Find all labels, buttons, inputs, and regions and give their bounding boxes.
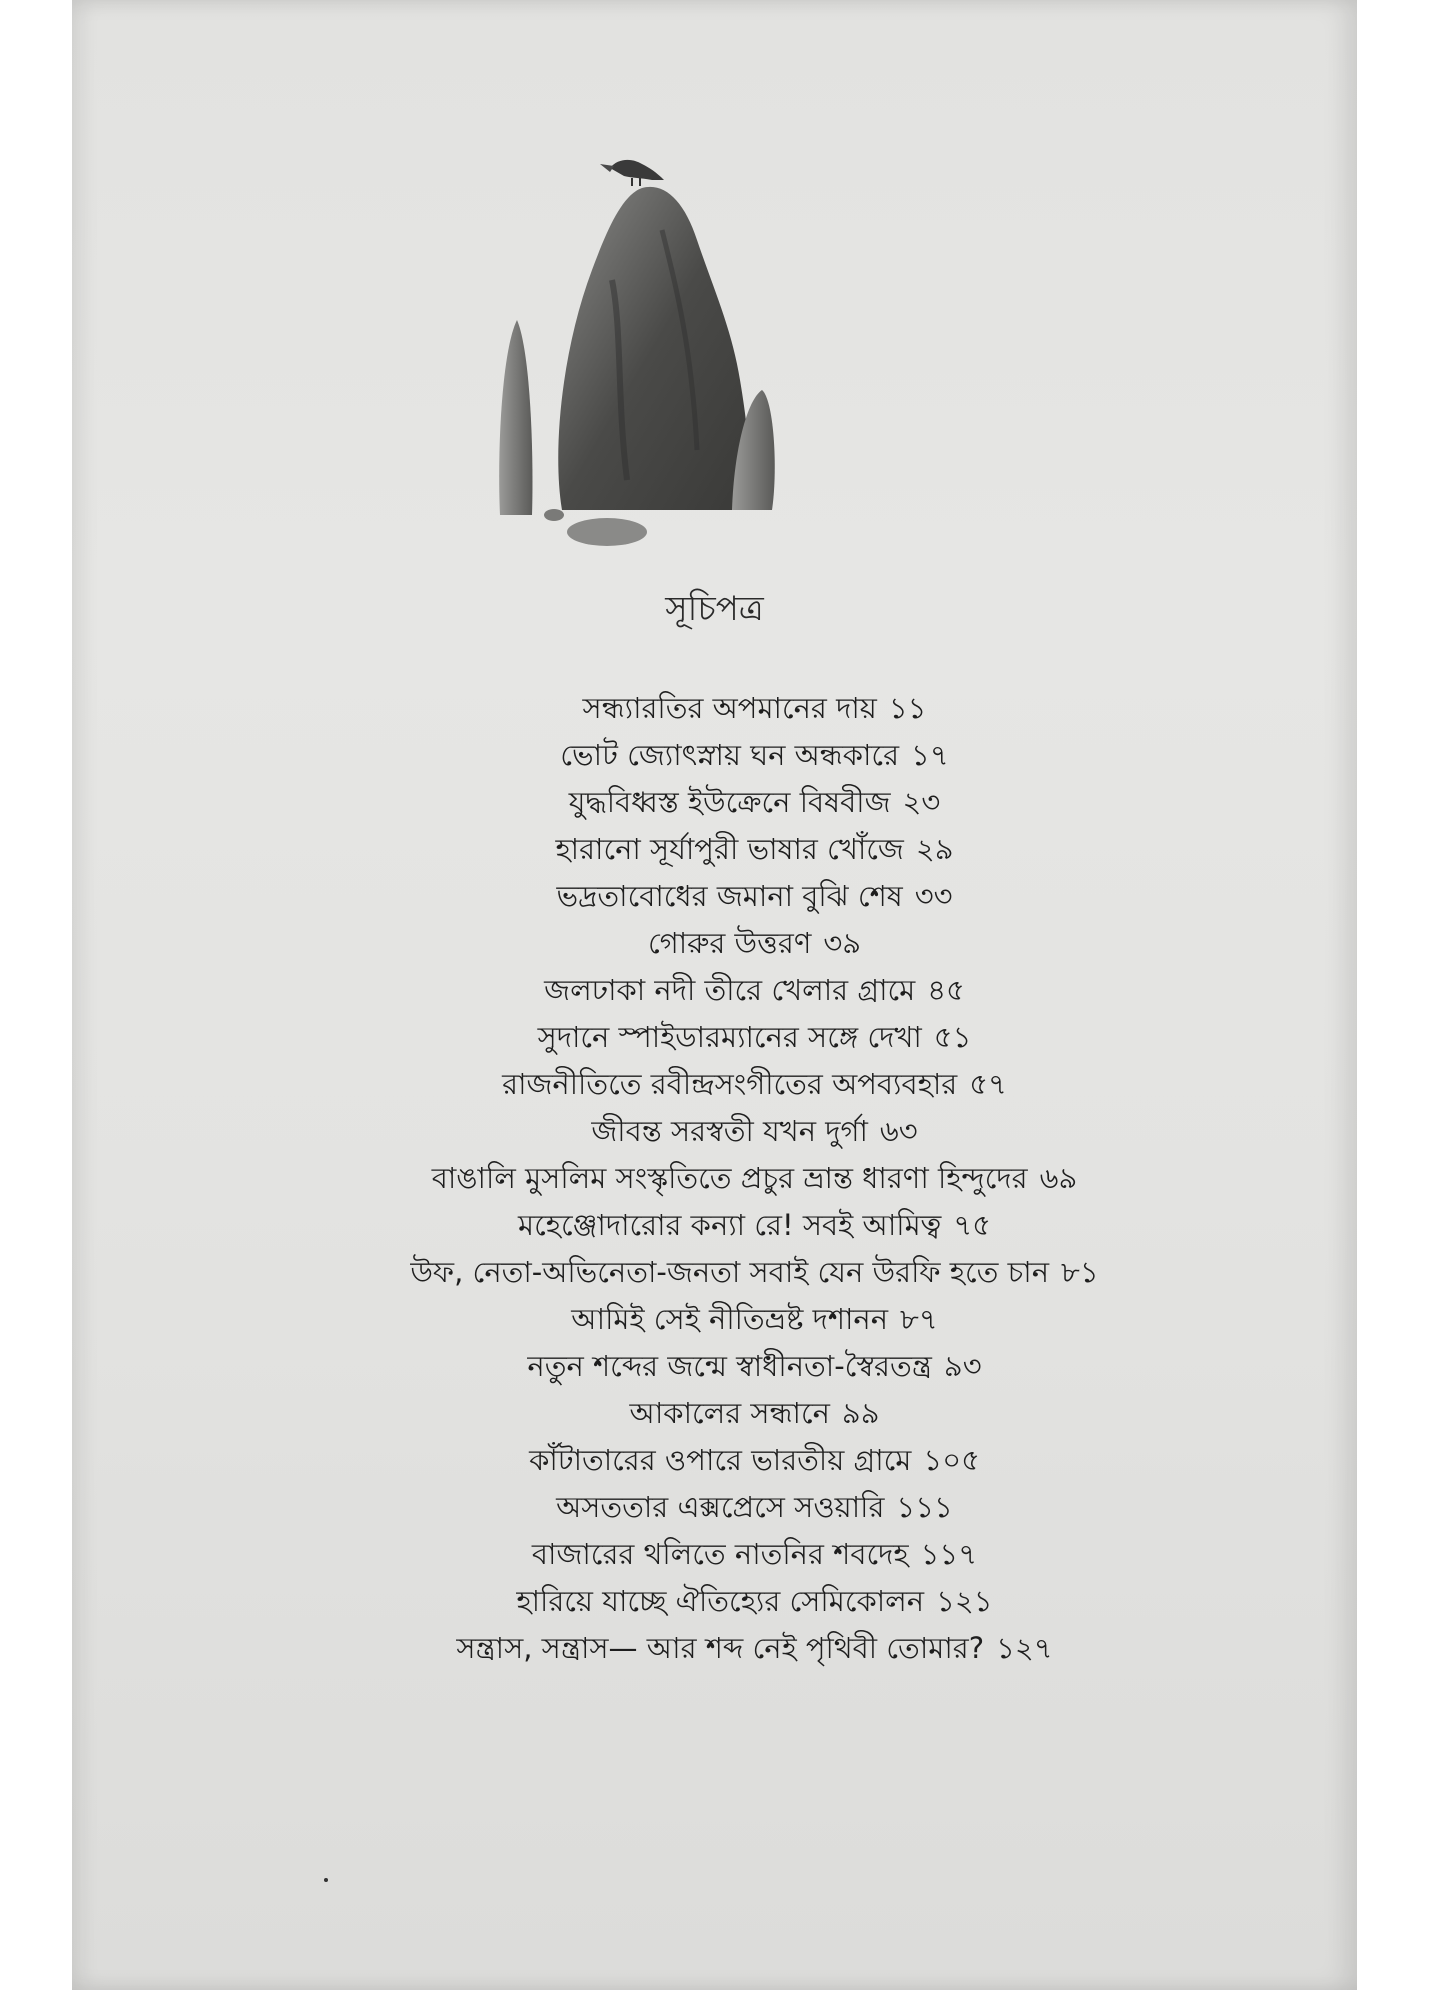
toc-entry (152, 967, 1357, 1014)
toc-entry-page-number: ১২১ (936, 1584, 993, 1618)
toc-entry-title: ভোট জ্যোৎস্নায় ঘন অন্ধকারে (560, 738, 900, 772)
bird-icon (600, 160, 664, 186)
toc-entry (152, 873, 1357, 920)
toc-entry (152, 1625, 1357, 1672)
toc-entry (152, 1437, 1357, 1484)
toc-entry (152, 685, 1357, 732)
toc-entry (152, 1202, 1357, 1249)
toc-entry-title: জীবন্ত সরস্বতী যখন দুর্গা (591, 1114, 868, 1148)
toc-entry-title: আকালের সন্ধানে (629, 1396, 830, 1430)
toc-entry-page-number: ২৯ (915, 832, 954, 866)
toc-entry (152, 1531, 1357, 1578)
toc-entry-page-number: ৫৭ (969, 1067, 1007, 1101)
toc-entry-page-number: ২৩ (902, 785, 941, 819)
toc-entry-page-number: ৮১ (1061, 1255, 1099, 1289)
toc-entry (152, 1155, 1357, 1202)
page-speck (324, 1878, 328, 1882)
book-page (72, 0, 1357, 1990)
toc-entry-title: মহেঞ্জোদারোর কন্যা রে! সবই আমিত্ব (518, 1208, 942, 1242)
toc-entry-title: সুদানে স্পাইডারম্যানের সঙ্গে দেখা (537, 1020, 922, 1054)
toc-entry-page-number: ১১৭ (920, 1537, 978, 1571)
toc-entry-title: হারানো সূর্যাপুরী ভাষার খোঁজে (555, 832, 904, 866)
toc-entry (152, 1578, 1357, 1625)
table-of-contents (152, 685, 1357, 1672)
toc-heading: সূচিপত্র (665, 589, 764, 629)
toc-entry-page-number: ৩৯ (823, 926, 862, 960)
toc-entry-page-number: ১৭ (911, 738, 949, 772)
toc-entry-page-number: ৬৩ (879, 1114, 918, 1148)
toc-entry-page-number: ৯৩ (943, 1349, 982, 1383)
toc-entry-title: নতুন শব্দের জন্মে স্বাধীনতা-স্বৈরতন্ত্র (527, 1349, 932, 1383)
toc-entry (152, 1249, 1357, 1296)
toc-entry-title: বাজারের থলিতে নাতনির শবদেহ (531, 1537, 909, 1571)
toc-entry-page-number: ১১১ (896, 1490, 953, 1524)
toc-entry (152, 732, 1357, 779)
toc-entry (152, 1390, 1357, 1437)
toc-entry (152, 1484, 1357, 1531)
rock-with-bird-illustration (492, 150, 792, 550)
toc-entry-page-number: ১২৭ (996, 1631, 1053, 1665)
toc-entry-title: যুদ্ধবিধ্বস্ত ইউক্রেনে বিষবীজ (568, 785, 891, 819)
toc-entry-page-number: ৪৫ (927, 973, 965, 1007)
toc-entry-title: উফ, নেতা-অভিনেতা-জনতা সবাই যেন উরফি হতে চান (410, 1255, 1050, 1289)
toc-entry-title: সন্ধ্যারতির অপমানের দায় (582, 691, 877, 725)
toc-entry (152, 920, 1357, 967)
toc-entry-page-number: ৬৯ (1039, 1161, 1078, 1195)
toc-entry-title: অসততার এক্সপ্রেসে সওয়ারি (556, 1490, 885, 1524)
toc-entry (152, 1014, 1357, 1061)
toc-entry (152, 826, 1357, 873)
toc-entry-title: জলঢাকা নদী তীরে খেলার গ্রামে (544, 973, 916, 1007)
toc-entry-title: হারিয়ে যাচ্ছে ঐতিহ্যের সেমিকোলন (516, 1584, 925, 1618)
toc-entry-title: আমিই সেই নীতিভ্রষ্ট দশানন (571, 1302, 889, 1336)
toc-entry-page-number: ৩৩ (914, 879, 953, 913)
toc-entry (152, 1343, 1357, 1390)
toc-entry (152, 1061, 1357, 1108)
toc-entry-title: সন্ত্রাস, সন্ত্রাস— আর শব্দ নেই পৃথিবী তোমার? (456, 1631, 985, 1665)
toc-entry-title: বাঙালি মুসলিম সংস্কৃতিতে প্রচুর ভ্রান্ত ধারণা হিন্দুদের (431, 1161, 1028, 1195)
toc-entry-title: ভদ্রতাবোধের জমানা বুঝি শেষ (556, 879, 903, 913)
toc-entry-title: কাঁটাতারের ওপারে ভারতীয় গ্রামে (529, 1443, 912, 1477)
toc-entry-title: গোরুর উত্তরণ (647, 926, 812, 960)
toc-entry-page-number: ৯৯ (841, 1396, 880, 1430)
toc-entry (152, 1108, 1357, 1155)
toc-entry (152, 1296, 1357, 1343)
toc-entry-page-number: ৫১ (933, 1020, 972, 1054)
toc-entry-page-number: ৮৭ (900, 1302, 938, 1336)
toc-entry-page-number: ৭৫ (953, 1208, 991, 1242)
toc-entry-page-number: ১০৫ (923, 1443, 980, 1477)
toc-entry-title: রাজনীতিতে রবীন্দ্রসংগীতের অপব্যবহার (502, 1067, 958, 1101)
toc-entry-page-number: ১১ (888, 691, 927, 725)
toc-entry (152, 779, 1357, 826)
